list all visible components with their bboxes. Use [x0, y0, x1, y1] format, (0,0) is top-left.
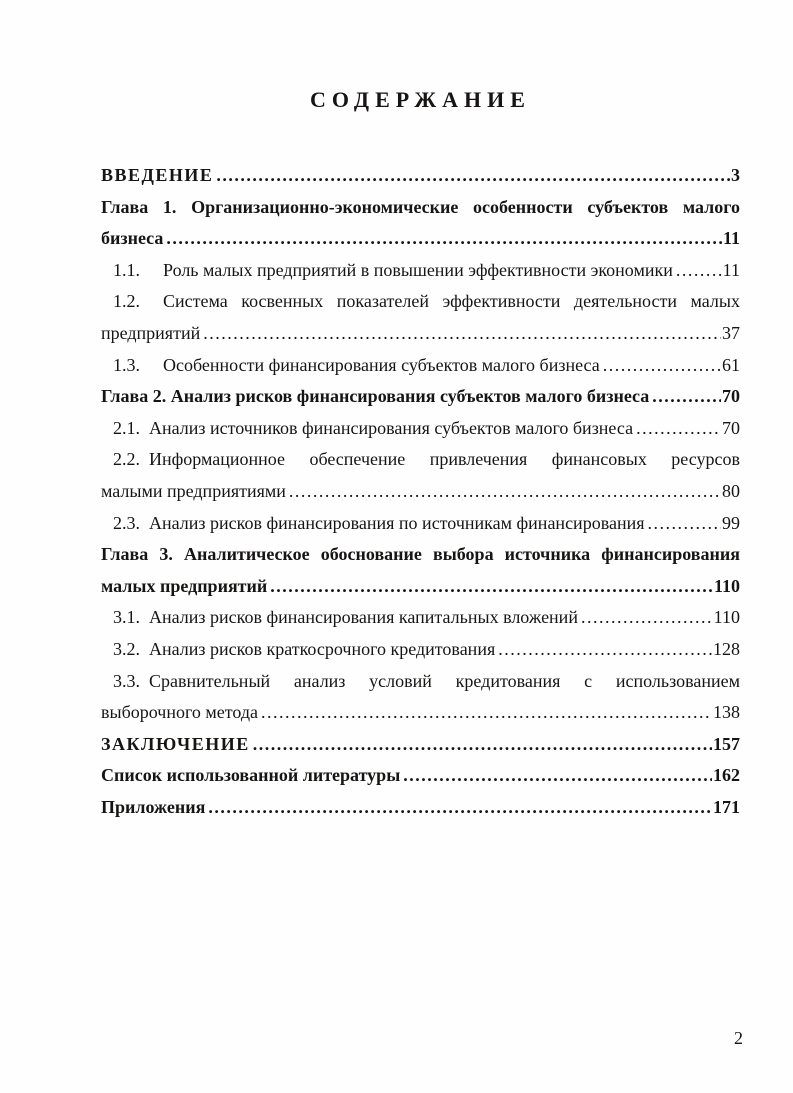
- toc-entry-text: Роль малых предприятий в повышении эффективности экономики: [163, 259, 673, 280]
- toc-entry: [101, 729, 740, 761]
- toc-page-ref: 70: [722, 417, 740, 438]
- toc-entry-text: малыми предприятиями: [101, 480, 286, 501]
- toc-entry-number: 1.1.: [113, 259, 140, 280]
- dot-leader: [216, 160, 730, 192]
- toc-page-ref: 3: [731, 165, 740, 185]
- toc-entry: [101, 634, 740, 666]
- toc-entry: [101, 223, 740, 255]
- toc-page-ref: 110: [713, 607, 740, 628]
- toc-entry-text: Список использованной литературы: [101, 765, 401, 786]
- toc-page-ref: 138: [713, 702, 740, 723]
- dot-leader: [581, 602, 713, 634]
- dot-leader: [270, 571, 713, 603]
- dot-leader: [676, 255, 722, 287]
- toc-page-ref: 70: [722, 386, 740, 407]
- toc-entry-number: 1.3.: [113, 354, 140, 375]
- toc-page-ref: 37: [722, 322, 740, 343]
- toc-entry-number: 2.1.: [113, 417, 140, 438]
- dot-leader: [652, 381, 721, 413]
- toc-entry: [101, 760, 740, 792]
- page-title: СОДЕРЖАНИЕ: [310, 87, 531, 112]
- dot-leader: [603, 350, 721, 382]
- toc-entry-text: Глава 1. Организационно-экономические особенности субъектов малого: [101, 196, 740, 217]
- toc-entry-text: ЗАКЛЮЧЕНИЕ: [101, 733, 250, 754]
- toc-entry: [101, 444, 740, 476]
- dot-leader: [289, 476, 721, 508]
- toc-page-ref: 61: [722, 354, 740, 375]
- toc-page-ref: 171: [713, 796, 740, 817]
- toc-entry-text: выборочного метода: [101, 702, 259, 723]
- toc-entry-text: Система косвенных показателей эффективности деятельности малых: [163, 291, 740, 312]
- dot-leader: [253, 729, 712, 761]
- toc-entry-text: Информационное обеспечение привлечения финансовых ресурсов: [149, 449, 740, 470]
- toc-entry-text: Анализ рисков финансирования по источникам финансирования: [149, 512, 645, 533]
- toc-entry-text: Сравнительный анализ условий кредитования с использованием: [149, 670, 740, 691]
- toc-entry-text: Глава 3. Аналитическое обоснование выбора источника финансирования: [101, 544, 740, 565]
- toc-page-ref: 162: [713, 765, 740, 786]
- toc-page-ref: 99: [722, 512, 740, 533]
- dot-leader: [166, 223, 722, 255]
- toc-page-ref: 11: [722, 228, 740, 249]
- toc-entry: [101, 381, 740, 413]
- toc-page-ref: 110: [713, 575, 740, 596]
- toc-entry-text: Глава 2. Анализ рисков финансирования субъектов малого бизнеса: [101, 386, 650, 407]
- toc-entry: [101, 350, 740, 382]
- dot-leader: [647, 508, 721, 540]
- toc-entry: [101, 602, 740, 634]
- toc-page-ref: 128: [713, 638, 740, 659]
- toc-page-ref: 80: [722, 480, 740, 501]
- toc-entry: [101, 792, 740, 824]
- toc-entry-text: Анализ рисков краткосрочного кредитования: [149, 638, 496, 659]
- toc-entry-number: 3.3.: [113, 670, 140, 691]
- toc-entry-text: предприятий: [101, 322, 201, 343]
- toc-entry: [101, 666, 740, 698]
- toc-entry: [101, 571, 740, 603]
- toc-page-ref: 157: [713, 733, 740, 754]
- toc-entry: [101, 508, 740, 540]
- toc-entry-text: малых предприятий: [101, 575, 268, 596]
- toc-entry: [101, 697, 740, 729]
- toc-entry-number: 2.3.: [113, 512, 140, 533]
- toc-entry-text: Анализ рисков финансирования капитальных вложений: [149, 607, 578, 628]
- toc-entry: [101, 160, 740, 192]
- toc-entry: [101, 255, 740, 287]
- dot-leader: [261, 697, 712, 729]
- toc-entry-number: 2.2.: [113, 449, 140, 470]
- dot-leader: [403, 760, 712, 792]
- toc-entry-text: ВВЕДЕНИЕ: [101, 165, 214, 185]
- toc-entry-number: 1.2.: [113, 291, 140, 312]
- dot-leader: [203, 318, 721, 350]
- dot-leader: [498, 634, 712, 666]
- toc-entry: [101, 413, 740, 445]
- toc-entry: [101, 192, 740, 224]
- toc-entry: [101, 318, 740, 350]
- toc-entry: [101, 476, 740, 508]
- toc-entry-text: бизнеса: [101, 228, 164, 249]
- toc-page-ref: 11: [722, 259, 740, 280]
- dot-leader: [208, 792, 712, 824]
- page-number: 2: [734, 1028, 743, 1048]
- toc-entry-text: Анализ источников финансирования субъектов малого бизнеса: [149, 417, 634, 438]
- toc-entry-text: Особенности финансирования субъектов малого бизнеса: [163, 354, 600, 375]
- toc-entry-text: Приложения: [101, 796, 206, 817]
- toc-entry-number: 3.1.: [113, 607, 140, 628]
- toc-entry: [101, 286, 740, 318]
- toc-entry-number: 3.2.: [113, 638, 140, 659]
- toc-list: [101, 160, 740, 823]
- dot-leader: [636, 413, 721, 445]
- toc-entry: [101, 539, 740, 571]
